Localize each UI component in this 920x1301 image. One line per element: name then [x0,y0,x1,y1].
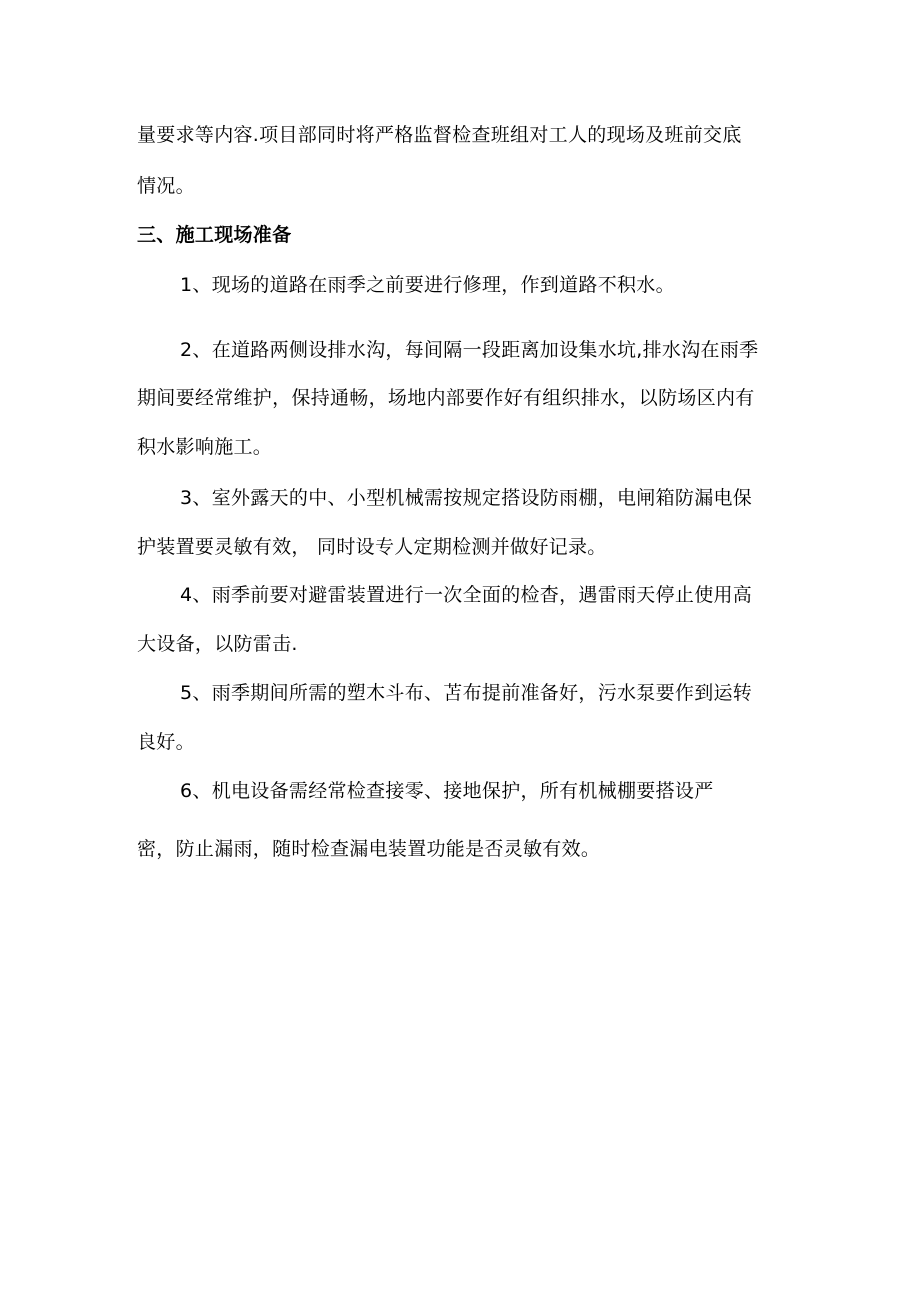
section-heading: 三、施工现场准备 [137,224,292,246]
item-3-line-1: 3、室外露天的中、小型机械需按规定搭设防雨棚，电闸箱防漏电保 [180,487,753,509]
item-6-line-2: 密，防止漏雨，随时检查漏电装置功能是否灵敏有效。 [137,838,601,860]
item-5-line-2: 良好。 [137,731,195,753]
item-2-line-2: 期间要经常维护，保持通畅，场地内部要作好有组织排水，以防场区内有 [137,387,755,409]
item-1-line-1: 1、现场的道路在雨季之前要进行修理，作到道路不积水。 [180,274,675,296]
intro-line-1: 量要求等内容.项目部同时将严格监督检查班组对工人的现场及班前交底 [137,124,742,146]
item-3-line-2: 护装置要灵敏有效， 同时设专人定期检测并做好记录。 [137,536,607,558]
item-2-line-3: 积水影响施工。 [137,436,273,458]
item-5-line-1: 5、雨季期间所需的塑木斗布、苫布提前准备好，污水泵要作到运转 [180,682,753,704]
item-4-line-1: 4、雨季前要对避雷装置进行一次全面的检杳，遇雷雨天停止使用高 [180,584,753,606]
item-2-line-1: 2、在道路两侧设排水沟，每间隔一段距离加设集水坑,排水沟在雨季 [180,339,759,361]
intro-line-2: 情况。 [137,175,195,197]
item-4-line-2: 大设备，以防雷击. [137,633,298,655]
item-6-line-1: 6、机电设备需经常检查接零、接地保护，所有机械棚要搭设严 [180,780,714,802]
